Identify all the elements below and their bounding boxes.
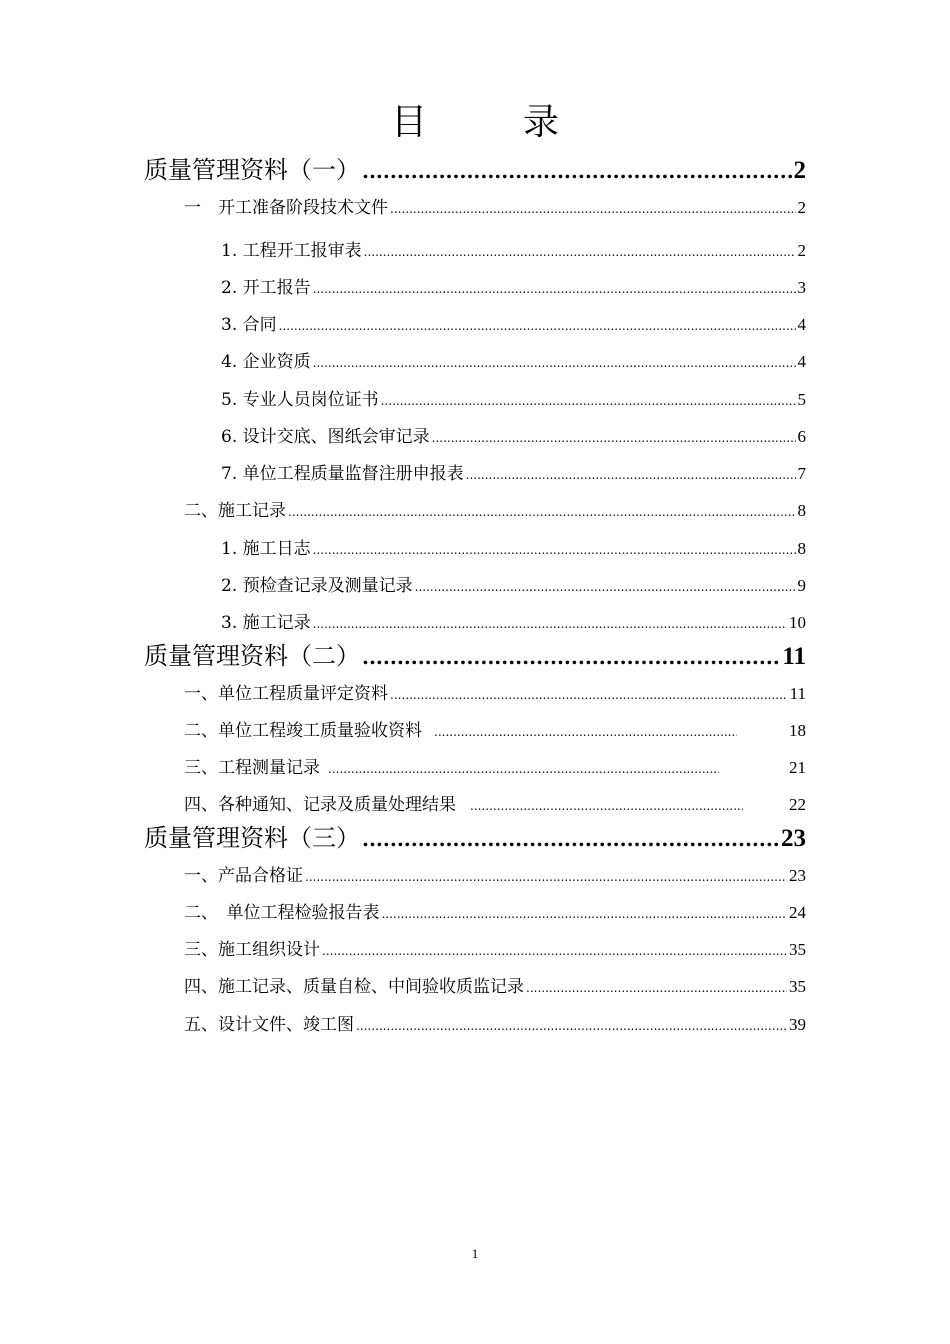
toc-entry[interactable]: [184, 861, 806, 886]
toc-entry-text: 四、各种通知、记录及质量处理结果: [184, 795, 456, 815]
toc-leader-dots: [313, 282, 796, 296]
toc-entry-text: 二、施工记录: [184, 501, 286, 521]
toc-entry[interactable]: [184, 935, 806, 960]
toc-leader-dots: [322, 944, 787, 958]
toc-page-number: 23: [781, 825, 806, 852]
toc-entry[interactable]: [221, 385, 806, 410]
toc-entry-text: 二、 单位工程检验报告表: [184, 903, 380, 923]
toc-entry[interactable]: [221, 608, 806, 633]
toc-entry-text: 5. 专业人员岗位证书: [221, 390, 379, 410]
toc-entry-text: 三、工程测量记录: [184, 758, 320, 778]
toc-leader-dots: [279, 319, 796, 333]
toc-page-number: 2: [793, 157, 806, 184]
toc-page-number: 4: [797, 315, 806, 334]
toc-leader-dots: [362, 827, 779, 851]
toc-leader-dots: [415, 580, 796, 594]
toc-entry[interactable]: [184, 898, 806, 923]
page-footer-number: 1: [471, 1246, 479, 1261]
toc-leader-dots: [470, 799, 743, 813]
toc-page-number: 23: [789, 866, 806, 885]
toc-entry-text: 一、产品合格证: [184, 866, 303, 886]
toc-entry-text: 一、单位工程质量评定资料: [184, 684, 388, 704]
toc-page-number: 2: [797, 241, 806, 260]
toc-page-number: 2: [797, 198, 806, 217]
toc-entry-text: 质量管理资料（一）: [144, 156, 360, 184]
toc-page-number: 6: [797, 427, 806, 446]
page-title: 目 录: [390, 102, 589, 143]
toc-leader-dots: [381, 394, 796, 408]
toc-page-number: 3: [797, 278, 806, 297]
toc-page-number: 18: [789, 721, 806, 740]
toc-entry[interactable]: [184, 496, 806, 521]
toc-section-heading[interactable]: [144, 636, 806, 671]
toc-entry[interactable]: [184, 193, 806, 218]
toc-entry-text: 五、设计文件、竣工图: [184, 1015, 354, 1035]
toc-entry-text: 四、施工记录、质量自检、中间验收质监记录: [184, 977, 524, 997]
toc-page-number: 4: [797, 352, 806, 371]
toc-entry[interactable]: [184, 679, 806, 704]
toc-leader-dots: [356, 1019, 787, 1033]
toc-entry[interactable]: [221, 347, 806, 372]
toc-page-number: 35: [789, 940, 806, 959]
toc-page-number: 7: [797, 464, 806, 483]
toc-leader-dots: [288, 505, 796, 519]
toc-entry[interactable]: [221, 236, 806, 261]
toc-leader-dots: [526, 981, 787, 995]
toc-page-number: 24: [789, 903, 806, 922]
toc-leader-dots: [362, 159, 792, 183]
toc-entry[interactable]: [184, 790, 806, 815]
toc-entry[interactable]: [184, 716, 806, 741]
toc-entry-text: 2. 预检查记录及测量记录: [221, 576, 413, 596]
toc-entry[interactable]: [184, 972, 806, 997]
toc-page-number: 39: [789, 1015, 806, 1034]
toc-entry[interactable]: [221, 273, 806, 298]
toc-entry-text: 1. 工程开工报审表: [221, 241, 362, 261]
toc-leader-dots: [382, 907, 788, 921]
toc-leader-dots: [466, 468, 796, 482]
toc-entry-text: 6. 设计交底、图纸会审记录: [221, 427, 430, 447]
toc-entry[interactable]: [221, 571, 806, 596]
toc-leader-dots: [390, 688, 788, 702]
toc-leader-dots: [328, 762, 719, 776]
toc-leader-dots: [432, 431, 796, 445]
toc-entry-text: 3. 合同: [221, 315, 277, 335]
toc-page-number: 8: [797, 501, 806, 520]
toc-leader-dots: [434, 725, 737, 739]
toc-entry-text: 质量管理资料（三）: [144, 824, 360, 852]
toc-section-heading[interactable]: [144, 818, 806, 853]
toc-entry[interactable]: [184, 753, 806, 778]
toc-entry-text: 7. 单位工程质量监督注册申报表: [221, 464, 464, 484]
toc-page-number: 21: [789, 758, 806, 777]
toc-entry[interactable]: [184, 1010, 806, 1035]
toc-page-number: 8: [797, 539, 806, 558]
toc-page-number: 5: [797, 390, 806, 409]
toc-entry[interactable]: [221, 534, 806, 559]
toc-page-number: 10: [789, 613, 806, 632]
toc-section-heading[interactable]: [144, 150, 806, 185]
toc-leader-dots: [364, 245, 796, 259]
toc-entry[interactable]: [221, 310, 806, 335]
toc-leader-dots: [305, 870, 787, 884]
toc-page-number: 11: [782, 643, 806, 670]
toc-entry[interactable]: [221, 459, 806, 484]
toc-entry-text: 4. 企业资质: [221, 352, 311, 372]
toc-leader-dots: [313, 543, 796, 557]
toc-page-number: 35: [789, 977, 806, 996]
toc-entry-text: 3. 施工记录: [221, 613, 311, 633]
toc-leader-dots: [390, 202, 796, 216]
toc-entry-text: 2. 开工报告: [221, 278, 311, 298]
toc-leader-dots: [362, 645, 780, 669]
toc-entry[interactable]: [221, 422, 806, 447]
toc-entry-text: 1. 施工日志: [221, 539, 311, 559]
toc-leader-dots: [313, 617, 787, 631]
toc-page-number: 22: [789, 795, 806, 814]
toc-entry-text: 一 开工准备阶段技术文件: [184, 198, 388, 218]
toc-page-number: 11: [789, 684, 806, 703]
toc-entry-text: 三、施工组织设计: [184, 940, 320, 960]
toc-page-number: 9: [797, 576, 806, 595]
toc-leader-dots: [313, 356, 796, 370]
toc-entry-text: 质量管理资料（二）: [144, 642, 360, 670]
toc-entry-text: 二、单位工程竣工质量验收资料: [184, 721, 422, 741]
